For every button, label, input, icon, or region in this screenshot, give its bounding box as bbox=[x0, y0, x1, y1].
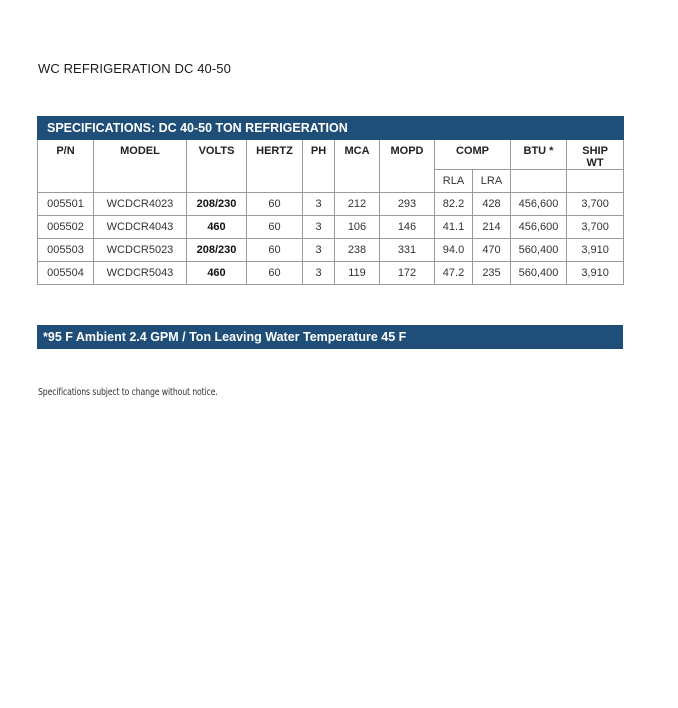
table-banner: SPECIFICATIONS: DC 40-50 TON REFRIGERATION bbox=[38, 117, 624, 140]
header-pn: P/N bbox=[38, 140, 94, 193]
cell-btu: 456,600 bbox=[511, 193, 567, 216]
cell-rla: 41.1 bbox=[435, 216, 473, 239]
cell-pn: 005501 bbox=[38, 193, 94, 216]
cell-lra: 235 bbox=[473, 262, 511, 285]
cell-pn: 005502 bbox=[38, 216, 94, 239]
cell-ship-wt: 3,910 bbox=[567, 262, 624, 285]
specifications-footnote: Specifications subject to change without notice. bbox=[38, 387, 218, 398]
cell-ship-wt: 3,700 bbox=[567, 216, 624, 239]
specifications-table bbox=[37, 116, 624, 285]
cell-volts: 460 bbox=[187, 216, 247, 239]
cell-ship-wt: 3,700 bbox=[567, 193, 624, 216]
cell-model: WCDCR5023 bbox=[94, 239, 187, 262]
cell-hertz: 60 bbox=[247, 193, 303, 216]
cell-hertz: 60 bbox=[247, 262, 303, 285]
cell-mopd: 331 bbox=[380, 239, 435, 262]
cell-model: WCDCR5043 bbox=[94, 262, 187, 285]
cell-ph: 3 bbox=[303, 262, 335, 285]
cell-mopd: 172 bbox=[380, 262, 435, 285]
cell-rla: 82.2 bbox=[435, 193, 473, 216]
cell-lra: 470 bbox=[473, 239, 511, 262]
cell-btu: 560,400 bbox=[511, 239, 567, 262]
cell-mca: 212 bbox=[335, 193, 380, 216]
cell-model: WCDCR4043 bbox=[94, 216, 187, 239]
cell-mopd: 293 bbox=[380, 193, 435, 216]
cell-mca: 119 bbox=[335, 262, 380, 285]
cell-mca: 238 bbox=[335, 239, 380, 262]
cell-ship-wt: 3,910 bbox=[567, 239, 624, 262]
header-rla: RLA bbox=[435, 170, 473, 193]
table-row bbox=[38, 239, 624, 262]
header-mopd: MOPD bbox=[380, 140, 435, 193]
cell-pn: 005503 bbox=[38, 239, 94, 262]
cell-volts: 208/230 bbox=[187, 239, 247, 262]
table-row bbox=[38, 216, 624, 239]
cell-btu: 560,400 bbox=[511, 262, 567, 285]
header-ship-blank bbox=[567, 170, 624, 193]
ambient-notice-banner: *95 F Ambient 2.4 GPM / Ton Leaving Water Temperature 45 F bbox=[37, 325, 623, 349]
cell-ph: 3 bbox=[303, 239, 335, 262]
header-volts: VOLTS bbox=[187, 140, 247, 193]
cell-ph: 3 bbox=[303, 193, 335, 216]
header-hertz: HERTZ bbox=[247, 140, 303, 193]
header-btu: BTU * bbox=[511, 140, 567, 170]
cell-rla: 94.0 bbox=[435, 239, 473, 262]
header-model: MODEL bbox=[94, 140, 187, 193]
table-row bbox=[38, 193, 624, 216]
cell-volts: 460 bbox=[187, 262, 247, 285]
header-ship-line2: WT bbox=[586, 157, 604, 169]
cell-ph: 3 bbox=[303, 216, 335, 239]
table-row bbox=[38, 262, 624, 285]
cell-hertz: 60 bbox=[247, 216, 303, 239]
header-btu-blank bbox=[511, 170, 567, 193]
header-ship-line1: SHIP bbox=[582, 145, 608, 157]
cell-rla: 47.2 bbox=[435, 262, 473, 285]
cell-lra: 214 bbox=[473, 216, 511, 239]
header-ship-wt bbox=[567, 140, 624, 170]
cell-hertz: 60 bbox=[247, 239, 303, 262]
cell-mca: 106 bbox=[335, 216, 380, 239]
header-lra: LRA bbox=[473, 170, 511, 193]
header-mca: MCA bbox=[335, 140, 380, 193]
cell-lra: 428 bbox=[473, 193, 511, 216]
cell-pn: 005504 bbox=[38, 262, 94, 285]
cell-model: WCDCR4023 bbox=[94, 193, 187, 216]
cell-btu: 456,600 bbox=[511, 216, 567, 239]
document-title: WC REFRIGERATION DC 40-50 bbox=[38, 61, 231, 76]
cell-mopd: 146 bbox=[380, 216, 435, 239]
header-comp: COMP bbox=[435, 140, 511, 170]
cell-volts: 208/230 bbox=[187, 193, 247, 216]
header-ph: PH bbox=[303, 140, 335, 193]
